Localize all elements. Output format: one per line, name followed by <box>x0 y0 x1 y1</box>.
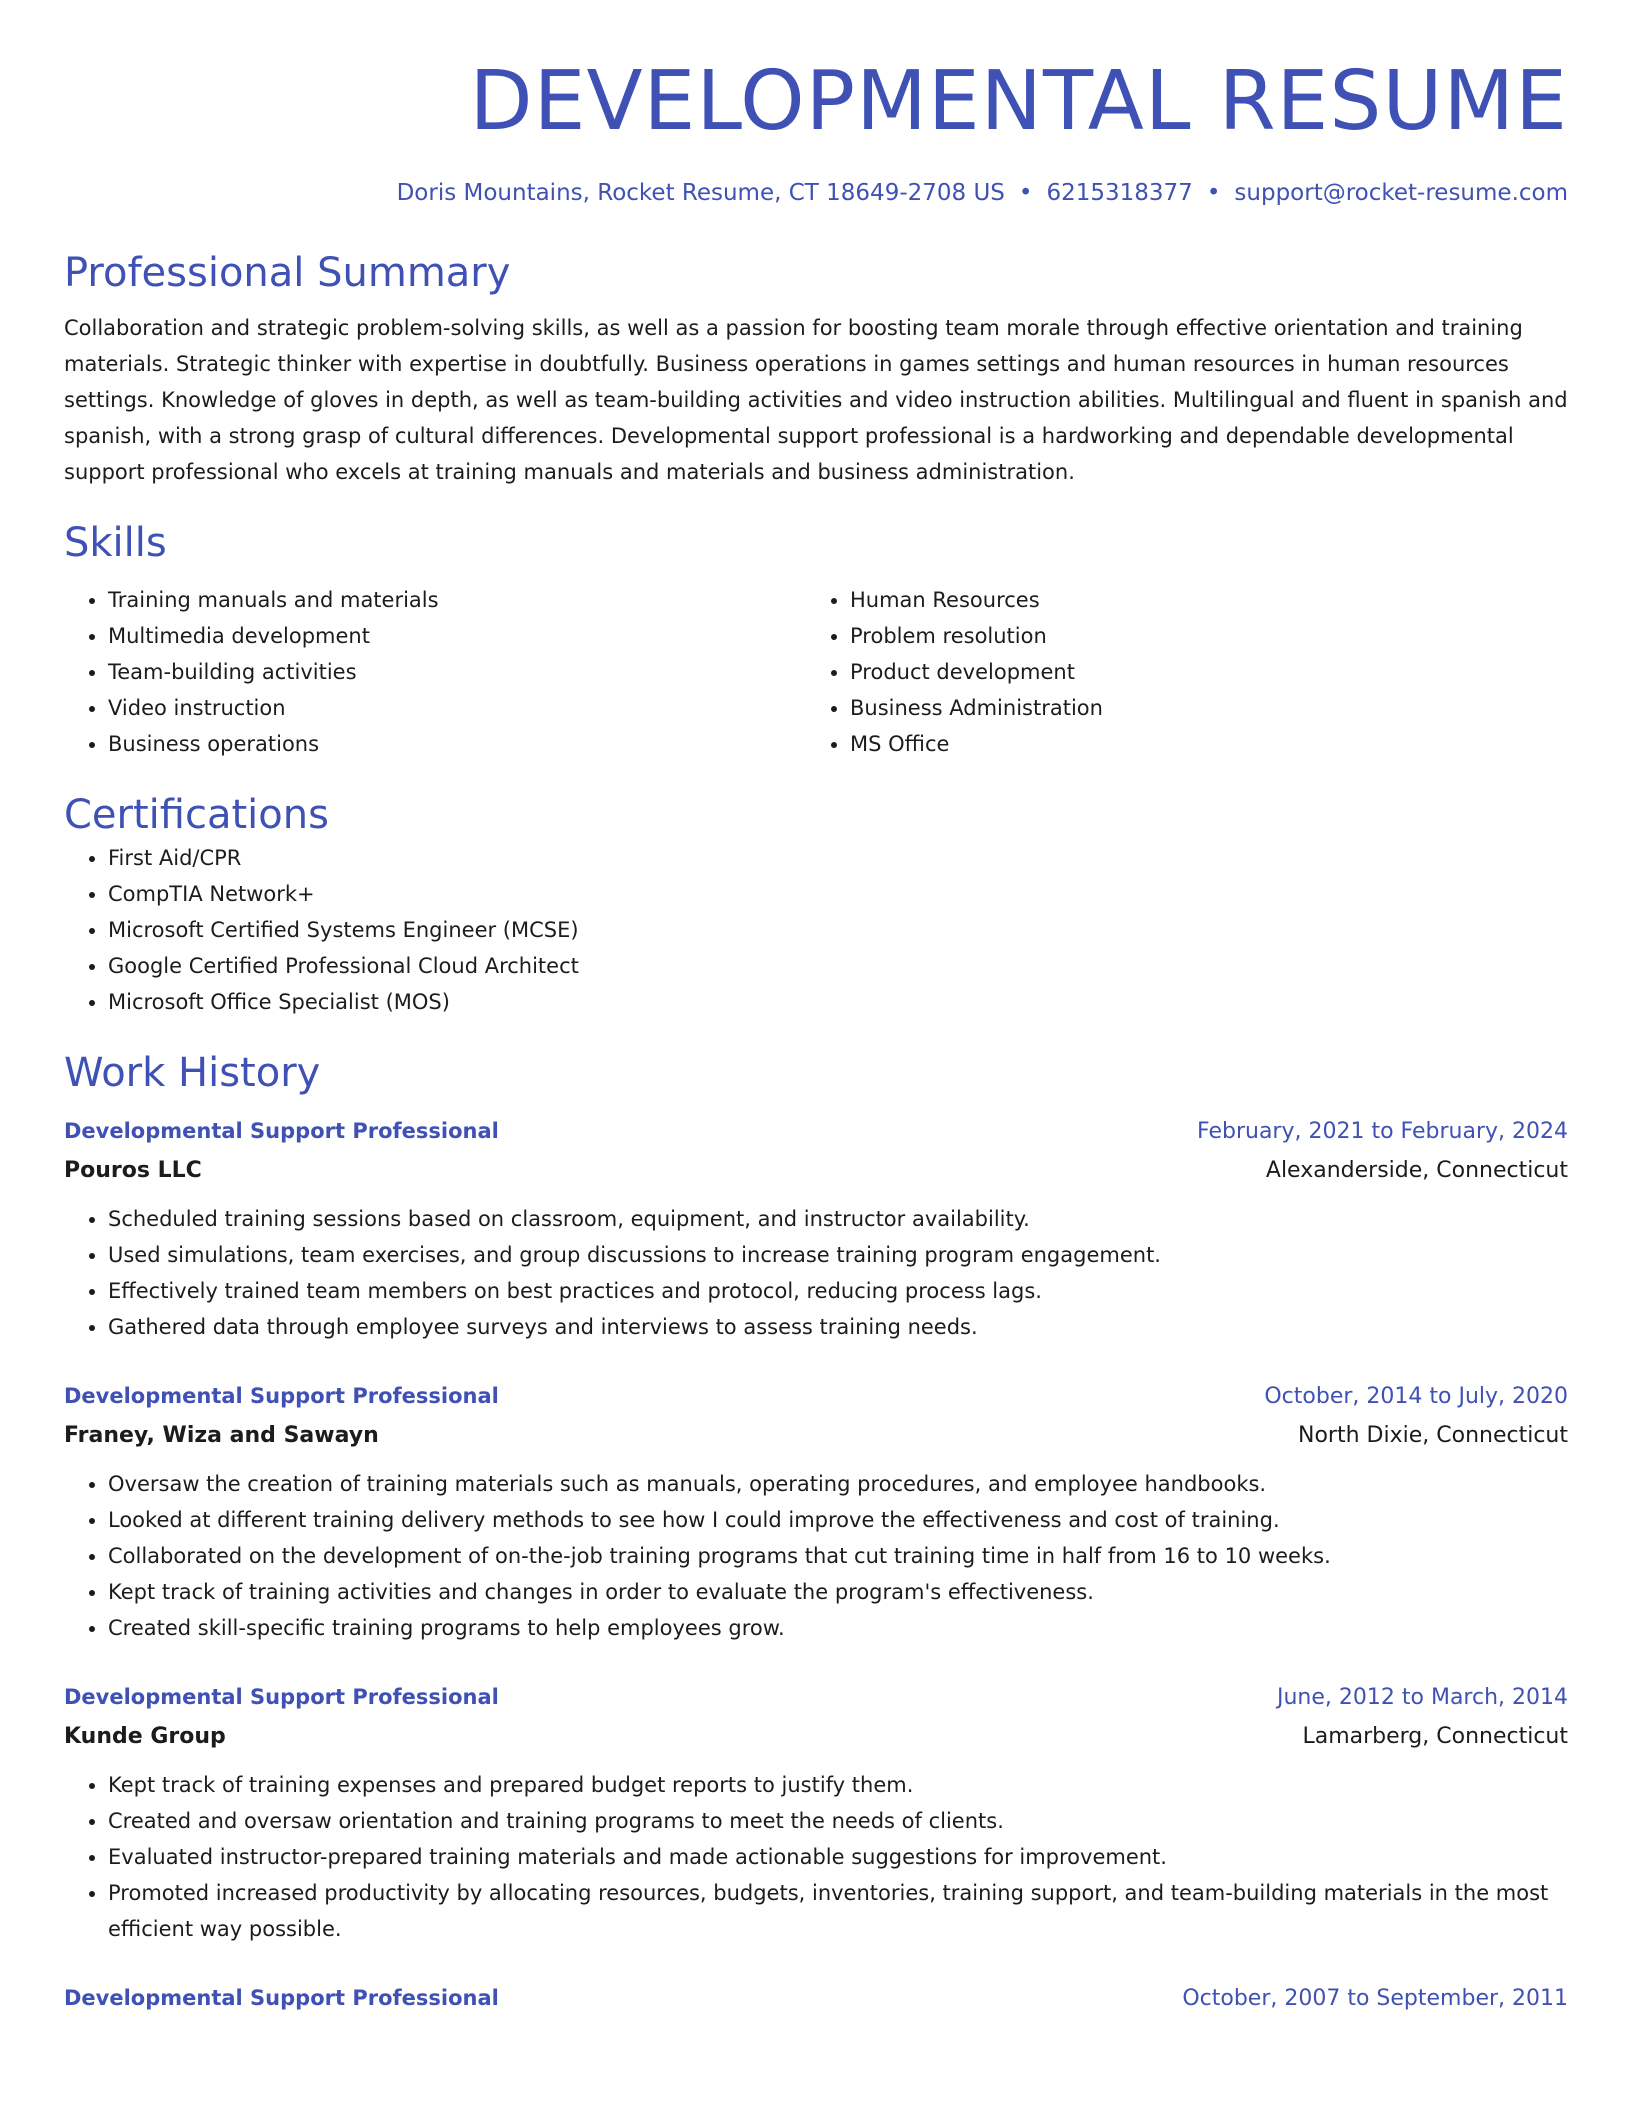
job-bullet: • Used simulations, team exercises, and group discussions to increase training program engagement. <box>108 1237 1568 1273</box>
skill-item: • Multimedia development <box>108 618 806 654</box>
certifications-heading: Certifications <box>64 792 329 838</box>
contact-separator: • <box>1206 180 1221 206</box>
job-bullet: • Looked at different training delivery methods to see how I could improve the effectiveness and cost of training. <box>108 1502 1568 1538</box>
skill-item: • Team-building activities <box>108 654 806 690</box>
job-bullet: • Created and oversaw orientation and training programs to meet the needs of clients. <box>108 1803 1568 1839</box>
job-bullet: • Promoted increased productivity by allocating resources, budgets, inventories, training support, and team-building materials in the most efficient way possible. <box>108 1875 1568 1947</box>
job-header-row <box>64 1979 1568 2018</box>
job-company: Franey, Wiza and Sawayn <box>64 1423 379 1448</box>
skill-item: • Business operations <box>108 726 806 762</box>
job-entry <box>64 1112 1568 1345</box>
job-dates: October, 2007 to September, 2011 <box>1182 1986 1568 2011</box>
job-title: Developmental Support Professional <box>64 1986 499 2010</box>
job-bullet: • Evaluated instructor-prepared training materials and made actionable suggestions for improvement. <box>108 1839 1568 1875</box>
job-bullet: • Effectively trained team members on best practices and protocol, reducing process lags. <box>108 1273 1568 1309</box>
skills-list-right <box>806 582 1548 762</box>
job-entry <box>64 1377 1568 1646</box>
job-company: Pouros LLC <box>64 1158 202 1183</box>
job-bullet: • Kept track of training expenses and prepared budget reports to justify them. <box>108 1767 1568 1803</box>
contact-phone: 6215318377 <box>1046 180 1193 206</box>
job-header-row <box>64 1112 1568 1151</box>
job-entry <box>64 1979 1568 2018</box>
job-title: Developmental Support Professional <box>64 1685 499 1709</box>
job-bullet: • Kept track of training activities and changes in order to evaluate the program's effectiveness. <box>108 1574 1568 1610</box>
job-location: Lamarberg, Connecticut <box>1302 1724 1568 1749</box>
job-company-row <box>64 1151 1568 1191</box>
skill-item: • Human Resources <box>850 582 1548 618</box>
certification-item: • Google Certified Professional Cloud Architect <box>108 948 1568 984</box>
skills-column-right <box>806 582 1548 762</box>
certification-item: • Microsoft Certified Systems Engineer (MCSE) <box>108 912 1568 948</box>
job-header-row <box>64 1377 1568 1416</box>
job-entry <box>64 1678 1568 1947</box>
skill-item: • Business Administration <box>850 690 1548 726</box>
skills-columns <box>64 582 1568 762</box>
certifications-list <box>64 840 1568 1020</box>
summary-heading: Professional Summary <box>64 250 511 296</box>
contact-line <box>64 178 1568 208</box>
certification-item: • Microsoft Office Specialist (MOS) <box>108 984 1568 1020</box>
job-bullet: • Scheduled training sessions based on classroom, equipment, and instructor availability. <box>108 1201 1568 1237</box>
work-history-heading: Work History <box>64 1050 321 1096</box>
resume-name: DEVELOPMENTAL RESUME <box>469 54 1568 149</box>
job-title: Developmental Support Professional <box>64 1119 499 1143</box>
job-location: North Dixie, Connecticut <box>1298 1423 1568 1448</box>
skills-column-left <box>64 582 806 762</box>
contact-address: Doris Mountains, Rocket Resume, CT 18649-2708 US <box>396 180 1005 206</box>
certification-item: • First Aid/CPR <box>108 840 1568 876</box>
job-header-row <box>64 1678 1568 1717</box>
job-company: Kunde Group <box>64 1724 226 1749</box>
contact-email[interactable]: support@rocket-resume.com <box>1234 180 1568 206</box>
job-bullet: • Oversaw the creation of training materials such as manuals, operating procedures, and employee handbooks. <box>108 1466 1568 1502</box>
skill-item: • MS Office <box>850 726 1548 762</box>
skill-item: • Problem resolution <box>850 618 1548 654</box>
skill-item: • Training manuals and materials <box>108 582 806 618</box>
job-dates: February, 2021 to February, 2024 <box>1197 1119 1568 1144</box>
job-dates: October, 2014 to July, 2020 <box>1264 1384 1568 1409</box>
certification-item: • CompTIA Network+ <box>108 876 1568 912</box>
job-bullet: • Created skill-specific training programs to help employees grow. <box>108 1610 1568 1646</box>
skill-item: • Video instruction <box>108 690 806 726</box>
summary-text: Collaboration and strategic problem-solving skills, as well as a passion for boosting team morale through effective orientation and training materials. Strategic thinker with expertise in doubtfully. Business operations in games settings and human resources in human resources settings. Knowledge of gloves in depth, as well as team-building activities and video instruction abilities. Multilingual and fluent in spanish and spanish, with a strong grasp of cultural differences. Developmental support professional is a hardworking and dependable developmental support professional who excels at training manuals and materials and business administration. <box>64 316 1568 484</box>
job-location: Alexanderside, Connecticut <box>1265 1158 1568 1183</box>
skills-list-left <box>64 582 806 762</box>
job-bullets <box>64 1201 1568 1345</box>
job-dates: June, 2012 to March, 2014 <box>1277 1685 1568 1710</box>
skill-item: • Product development <box>850 654 1548 690</box>
resume-page <box>64 0 1568 2018</box>
job-bullets <box>64 1466 1568 1646</box>
job-company-row <box>64 1717 1568 1757</box>
job-bullet: • Gathered data through employee surveys and interviews to assess training needs. <box>108 1309 1568 1345</box>
job-company-row <box>64 1416 1568 1456</box>
job-bullets <box>64 1767 1568 1947</box>
job-title: Developmental Support Professional <box>64 1384 499 1408</box>
contact-separator: • <box>1018 180 1033 206</box>
skills-heading: Skills <box>64 520 167 566</box>
job-bullet: • Collaborated on the development of on-the-job training programs that cut training time in half from 16 to 10 weeks. <box>108 1538 1568 1574</box>
